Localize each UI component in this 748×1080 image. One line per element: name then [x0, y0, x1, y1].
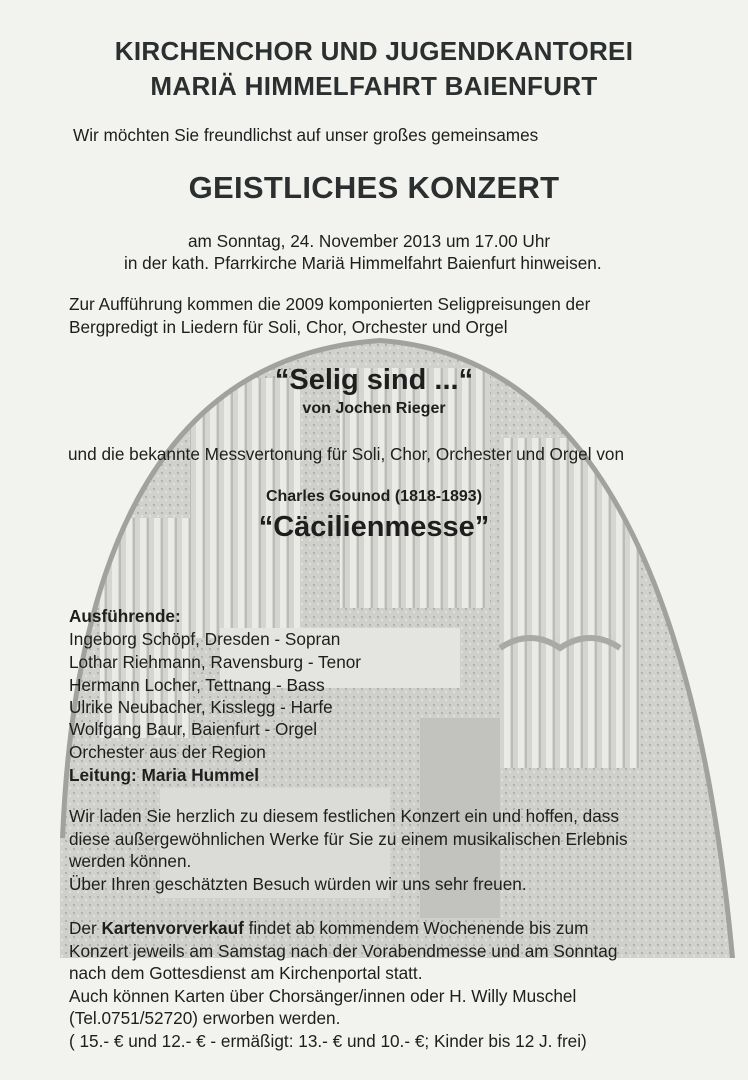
tickets-rest: findet ab kommendem Wochenende bis zum: [243, 918, 589, 938]
invitation-line: Über Ihren geschätzten Besuch würden wir uns sehr freuen.: [69, 874, 527, 894]
performer-item: Ulrike Neubacher, Kisslegg - Harfe: [69, 697, 333, 717]
work1-title: “Selig sind ...“: [274, 364, 474, 396]
intro-text: Wir möchten Sie freundlichst auf unser großes gemeinsames: [73, 125, 539, 145]
performance-line2: Bergpredigt in Liedern für Soli, Chor, Orchester und Orgel: [69, 317, 508, 337]
tickets-prefix: Der: [69, 918, 102, 938]
tickets-line1: [69, 918, 588, 939]
tickets-line3: nach dem Gottesdienst am Kirchenportal statt.: [69, 963, 423, 983]
performer-item: Ingeborg Schöpf, Dresden - Sopran: [69, 629, 341, 649]
choir-name-line1: KIRCHENCHOR UND JUGENDKANTOREI: [114, 36, 634, 66]
choir-name-line2: MARIÄ HIMMELFAHRT BAIENFURT: [150, 71, 598, 101]
invitation-line: werden können.: [69, 851, 192, 871]
invitation-line: Wir laden Sie herzlich zu diesem festlichen Konzert ein und hoffen, dass: [69, 806, 619, 826]
invitation-line: diese außergewöhnlichen Werke für Sie zu einem musikalischen Erlebnis: [69, 829, 628, 849]
performance-line1: Zur Aufführung kommen die 2009 komponierten Seligpreisungen der: [69, 294, 591, 314]
tickets-line2: Konzert jeweils am Samstag nach der Vorabendmesse und am Sonntag: [69, 941, 618, 961]
work2-composer: Charles Gounod (1818-1893): [265, 488, 483, 505]
date-line: am Sonntag, 24. November 2013 um 17.00 Uhr: [188, 231, 551, 251]
performer-item: Orchester aus der Region: [69, 742, 266, 762]
performer-item: Lothar Riehmann, Ravensburg - Tenor: [69, 652, 362, 672]
place-line: in der kath. Pfarrkirche Mariä Himmelfahrt Baienfurt hinweisen.: [124, 253, 602, 273]
performer-item: Wolfgang Baur, Baienfurt - Orgel: [69, 719, 318, 739]
work2-title: “Cäcilienmesse”: [258, 511, 490, 543]
performers-heading: Ausführende:: [69, 606, 181, 626]
tickets-line5: (Tel.0751/52720) erworben werden.: [69, 1008, 341, 1028]
conductor-line: Leitung: Maria Hummel: [69, 765, 260, 785]
concert-title: GEISTLICHES KONZERT: [188, 170, 560, 205]
tickets-prices: ( 15.- € und 12.- € - ermäßigt: 13.- € und 10.- €; Kinder bis 12 J. frei): [69, 1031, 587, 1051]
mass-line: und die bekannte Messvertonung für Soli, Chor, Orchester und Orgel von: [68, 444, 625, 464]
tickets-keyword: Kartenvorverkauf: [101, 918, 244, 938]
work1-composer: von Jochen Rieger: [302, 400, 446, 417]
tickets-line4: Auch können Karten über Chorsänger/innen oder H. Willy Muschel: [69, 986, 577, 1006]
performer-item: Hermann Locher, Tettnang - Bass: [69, 675, 325, 695]
